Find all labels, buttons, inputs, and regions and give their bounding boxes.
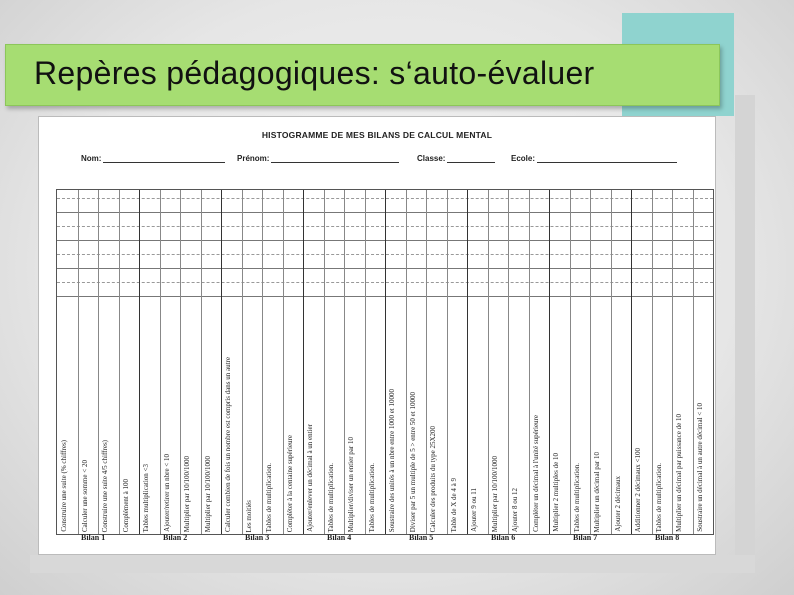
column-label: Ajouter/retirer un nbre < 10	[162, 454, 171, 532]
column-label: Tables de multiplication.	[367, 462, 376, 532]
grid-column-divider	[262, 190, 263, 534]
field-ecole	[511, 154, 677, 163]
bilan-label: Bilan 1	[81, 533, 106, 542]
grid-column-divider	[324, 190, 325, 534]
column-label: Multiplier 2 multiples de 10	[552, 453, 560, 532]
column-label: Multiplier par 10/100/1000	[490, 455, 499, 532]
column-label: Multiplier/diviser un entier par 10	[347, 436, 355, 532]
decorative-frame-gray	[735, 95, 755, 570]
worksheet-heading: HISTOGRAMME DE MES BILANS DE CALCUL MENTAL	[261, 130, 493, 140]
column-label: Soustraire un décimal à un autre décimal < 10	[695, 403, 704, 532]
slide-title: Repères pédagogiques: s‘auto-évaluer	[34, 55, 595, 91]
decorative-frame-bottom	[30, 555, 755, 573]
grid-column-divider	[467, 190, 468, 534]
bilan-label: Bilan 2	[163, 533, 188, 542]
grid-column-divider	[283, 190, 284, 534]
column-label: Multiplier un décimal par 10	[593, 451, 601, 532]
grid-column-divider	[344, 190, 345, 534]
column-label: Multiplier par 10/100/1000	[203, 455, 212, 532]
grid-column-divider	[426, 190, 427, 534]
column-label: Construire une suite 4/5 chiffres)	[101, 439, 109, 532]
grid-column-divider	[119, 190, 120, 534]
grid-column-divider	[78, 190, 79, 534]
column-label: Ajouter/enlever un décimal à un entier	[306, 424, 314, 532]
column-label: Additionner 2 décimaux <100	[634, 447, 642, 532]
column-label: Calculer combien de fois un nombre est compris dans un autre	[224, 357, 232, 532]
bilan-label: Bilan 3	[245, 533, 270, 542]
grid-column-divider	[611, 190, 612, 534]
grid-column-divider	[570, 190, 571, 534]
grid-column-divider	[242, 190, 243, 534]
grid-column-divider	[406, 190, 407, 534]
field-classe	[417, 154, 495, 163]
column-label: Table de X de 4 à 9	[449, 477, 458, 532]
grid-column-divider	[549, 190, 550, 534]
grid-column-divider	[508, 190, 509, 534]
grid-column-divider	[652, 190, 653, 534]
grid-column-divider	[631, 190, 632, 534]
grid-column-divider	[98, 190, 99, 534]
column-label: Diviser par 5 un multiple de 5 > entre 50 et 10000	[408, 391, 417, 532]
field-ecole-label: Ecole:	[511, 154, 536, 163]
histogram-grid	[56, 189, 714, 535]
field-nom-label: Nom:	[81, 154, 102, 163]
grid-column-divider	[488, 190, 489, 534]
grid-column-divider	[180, 190, 181, 534]
column-label: Multiplier par 10/100/1000	[183, 455, 191, 532]
bilan-label: Bilan 4	[327, 533, 352, 542]
column-label: Compléter à la centaine supérieure	[285, 434, 294, 532]
grid-column-divider	[201, 190, 202, 534]
grid-column-divider	[139, 190, 140, 534]
grid-column-divider	[529, 190, 530, 534]
bilan-label: Bilan 6	[491, 533, 516, 542]
column-label: Tables de multiplication.	[654, 462, 663, 532]
column-label: Tables de multiplication.	[326, 462, 335, 532]
column-label: Calculer des produits du type 25X200	[429, 425, 437, 532]
column-label: Ajouter 8 ou 12	[511, 487, 519, 532]
grid-column-divider	[365, 190, 366, 534]
column-label: Multiplier un décimal par puissance de 10	[675, 414, 683, 532]
column-label: Les moitiés	[244, 499, 253, 532]
column-label: Tables de multiplication.	[572, 462, 581, 532]
grid-column-divider	[590, 190, 591, 534]
field-prenom-label: Prénom:	[237, 154, 270, 163]
column-label: Tables multiplication <3	[142, 463, 150, 532]
worksheet-image	[38, 116, 716, 555]
column-label: Soustraire des unités à un nbre entre 1000 et 10000	[388, 388, 396, 532]
grid-column-divider	[160, 190, 161, 534]
column-label: Construire une suite (% chiffres)	[60, 440, 68, 532]
column-label: Complément à 100	[121, 478, 130, 532]
grid-column-divider	[221, 190, 222, 534]
column-label: Compléter un décimal à l'unité supérieure	[531, 415, 540, 532]
grid-column-divider	[385, 190, 386, 534]
field-classe-label: Classe:	[417, 154, 446, 163]
bilan-label: Bilan 7	[573, 533, 598, 542]
bilan-label: Bilan 5	[409, 533, 434, 542]
bilan-label: Bilan 8	[655, 533, 680, 542]
column-label: Ajouter 9 ou 11	[470, 488, 478, 532]
field-nom	[81, 154, 225, 163]
grid-column-divider	[672, 190, 673, 534]
column-label: Calculer une somme < 20	[80, 460, 89, 532]
grid-column-divider	[447, 190, 448, 534]
column-label: Tables de multiplication.	[265, 462, 273, 532]
column-label: Ajouter 2 décimaux	[613, 476, 622, 532]
grid-column-divider	[693, 190, 694, 534]
field-prenom	[237, 154, 399, 163]
grid-column-divider	[303, 190, 304, 534]
